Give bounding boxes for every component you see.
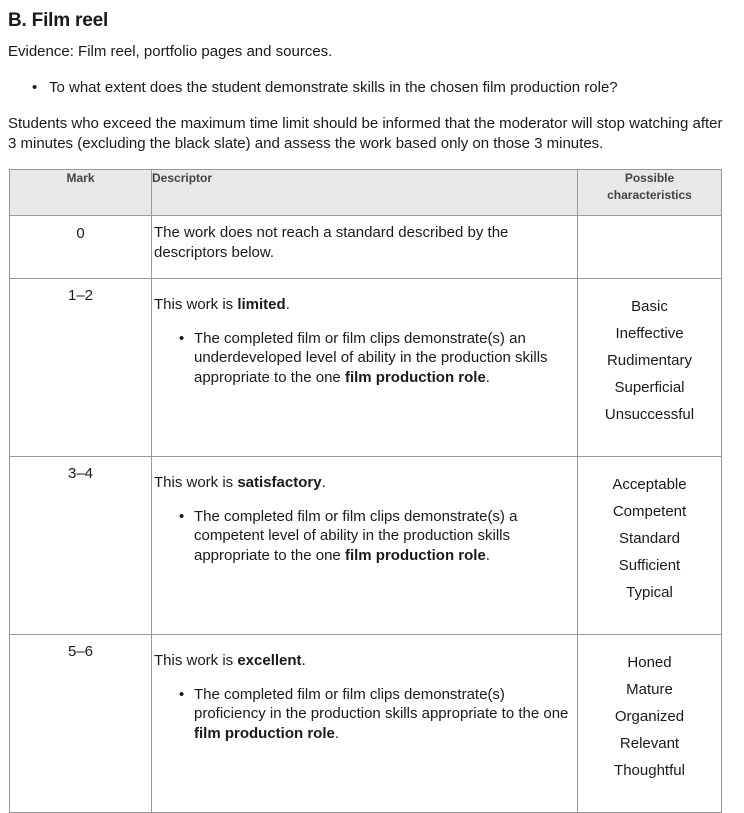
characteristic: Mature xyxy=(626,681,673,698)
descriptor-lead xyxy=(154,295,569,315)
characteristics-cell xyxy=(578,635,722,813)
descriptor-lead xyxy=(154,651,569,671)
characteristic: Ineffective xyxy=(615,325,684,342)
descriptor-cell: The work does not reach a standard described by the descriptors below. xyxy=(152,216,578,279)
guiding-question xyxy=(32,79,618,96)
table-row xyxy=(10,635,722,813)
mark-cell: 5–6 xyxy=(10,635,152,813)
characteristic: Unsuccessful xyxy=(604,406,695,423)
mark-cell: 3–4 xyxy=(10,457,152,635)
characteristic: Organized xyxy=(614,708,685,725)
descriptor-bullets xyxy=(154,507,569,566)
bullet-icon: • xyxy=(32,79,38,96)
characteristics-cell xyxy=(578,279,722,457)
header-characteristics xyxy=(578,170,722,216)
characteristics-cell xyxy=(578,457,722,635)
bullet-text: The completed film or film clips demonstrate(s) an underdeveloped level of ability in the production skills appropriate to the one xyxy=(194,329,548,386)
table-row xyxy=(10,216,722,279)
descriptor-cell xyxy=(152,279,578,457)
bullet-keyword: film production role xyxy=(344,546,486,564)
markband-table xyxy=(9,169,722,813)
bullet-end: . xyxy=(485,368,490,386)
lead-end: . xyxy=(321,474,326,491)
characteristic: Competent xyxy=(612,503,687,520)
bullet-icon: • xyxy=(179,685,185,703)
time-limit-note: Students who exceed the maximum time limit should be informed that the moderator will stop watching after 3 minutes (excluding the black slate) and assess the work based only on those 3 minutes. xyxy=(8,115,723,152)
bullet-end: . xyxy=(485,546,490,564)
header-mark: Mark xyxy=(10,170,152,216)
bullet-icon: • xyxy=(179,507,185,525)
characteristic: Typical xyxy=(626,584,673,601)
lead-text: This work is xyxy=(154,296,238,313)
characteristics-cell xyxy=(578,216,722,279)
bullet-keyword: film production role xyxy=(194,724,335,742)
level-keyword: excellent xyxy=(237,652,302,669)
descriptor-bullet xyxy=(179,329,569,388)
descriptor-bullets xyxy=(154,329,569,388)
lead-end: . xyxy=(301,652,306,669)
mark-cell: 0 xyxy=(10,216,152,279)
descriptor-cell xyxy=(152,457,578,635)
descriptor-bullet xyxy=(179,507,569,566)
mark-cell: 1–2 xyxy=(10,279,152,457)
bullet-icon: • xyxy=(179,329,185,347)
characteristic: Thoughtful xyxy=(614,762,685,779)
level-keyword: satisfactory xyxy=(237,474,322,491)
characteristic: Relevant xyxy=(619,735,680,752)
table-row xyxy=(10,457,722,635)
characteristic: Standard xyxy=(619,530,680,547)
bullet-keyword: film production role xyxy=(344,368,486,386)
table-header-row xyxy=(10,170,722,216)
guiding-question-text: To what extent does the student demonstrate skills in the chosen film production role? xyxy=(49,79,618,96)
characteristic: Rudimentary xyxy=(606,352,693,369)
lead-text: This work is xyxy=(154,474,238,491)
bullet-end: . xyxy=(334,724,340,742)
descriptor-bullet xyxy=(179,685,569,744)
characteristic: Sufficient xyxy=(618,557,681,574)
descriptor-bullets xyxy=(154,685,569,744)
descriptor-cell xyxy=(152,635,578,813)
characteristic: Basic xyxy=(631,298,668,315)
header-characteristics-line2: characteristics xyxy=(607,188,692,202)
bullet-text: The completed film or film clips demonstrate(s) a competent level of ability in the production skills appropriate to the one xyxy=(194,507,518,564)
lead-end: . xyxy=(285,296,290,313)
level-keyword: limited xyxy=(237,296,286,313)
descriptor-lead xyxy=(154,473,569,493)
table-row xyxy=(10,279,722,457)
evidence-text: Evidence: Film reel, portfolio pages and sources. xyxy=(8,43,333,60)
lead-text: This work is xyxy=(154,652,238,669)
header-characteristics-line1: Possible xyxy=(624,171,675,185)
characteristic: Honed xyxy=(627,654,672,671)
header-descriptor: Descriptor xyxy=(152,170,578,216)
bullet-text: The completed film or film clips demonstrate(s) proficiency in the production skills appropriate to the one xyxy=(194,685,569,722)
characteristic: Superficial xyxy=(614,379,685,396)
section-heading: B. Film reel xyxy=(8,10,109,31)
characteristic: Acceptable xyxy=(612,476,687,493)
